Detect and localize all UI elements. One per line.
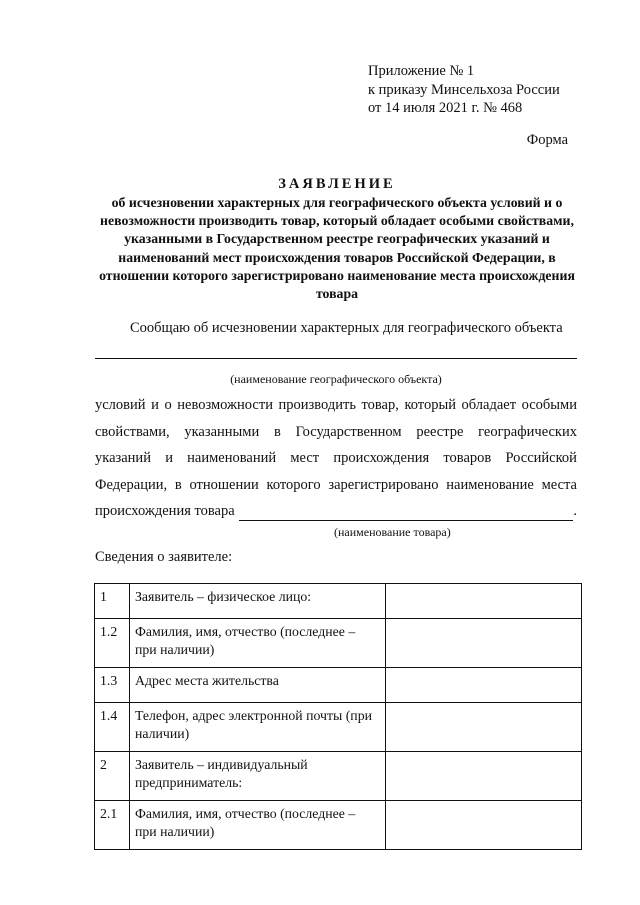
row-value-cell[interactable] <box>386 703 582 752</box>
body-word: товар, <box>361 397 399 413</box>
table-row <box>95 619 582 668</box>
body-word: происхождения <box>333 450 430 466</box>
body-word: условий <box>95 397 146 413</box>
row-number: 2.1 <box>95 801 130 850</box>
row-value-cell[interactable] <box>386 668 582 703</box>
body-word: географических <box>478 423 577 440</box>
appendix-number: Приложение № 1 <box>368 63 475 79</box>
body-paragraph <box>95 392 577 525</box>
row-label: Фамилия, имя, отчество (последнее – при наличии) <box>130 619 386 668</box>
appendix-header <box>368 62 560 118</box>
body-word: обладает <box>461 397 517 413</box>
body-word: указанными <box>184 423 260 440</box>
body-word: Федерации, <box>95 476 168 493</box>
body-word: наименований <box>187 450 277 466</box>
body-word: о <box>164 397 172 413</box>
intro-text: Сообщаю об исчезновении характерных для географического объекта <box>130 320 563 336</box>
row-label: Заявитель – физическое лицо: <box>130 584 386 619</box>
applicant-table <box>94 583 582 850</box>
body-word: Российской <box>505 450 577 466</box>
body-word: которого <box>266 476 321 493</box>
geo-object-caption: (наименование географического объекта) <box>230 372 442 386</box>
table-row <box>95 801 582 850</box>
body-word: особыми <box>521 397 577 413</box>
body-word: в <box>174 476 182 493</box>
row-label: Адрес места жительства <box>130 668 386 703</box>
table-row <box>95 752 582 801</box>
row-number: 1.4 <box>95 703 130 752</box>
body-word: отношении <box>189 476 259 493</box>
table-row <box>95 703 582 752</box>
goods-name-fill-line <box>239 504 574 521</box>
body-word: в <box>273 423 281 440</box>
body-line-1 <box>95 392 577 419</box>
row-value-cell[interactable] <box>386 584 582 619</box>
appendix-date: от 14 июля 2021 г. № 468 <box>368 100 523 116</box>
goods-name-caption: (наименование товара) <box>334 525 451 539</box>
body-word: производить <box>278 397 356 413</box>
body-word: и <box>165 450 173 466</box>
body-word: невозможности <box>177 397 273 413</box>
table-row <box>95 584 582 619</box>
geo-object-fill-line <box>95 358 577 359</box>
appendix-order: к приказу Минсельхоза России <box>368 81 560 98</box>
body-word: наименование <box>446 476 534 493</box>
body-word: реестре <box>416 423 464 440</box>
document-subtitle: об исчезновении характерных для географического объекта условий и о невозможности производить товар, который обладает особыми свойствами, указанными в Государственном реестре географических указаний и наименований мест происхождения товаров Российской Федерации, в отношении которого зарегистрировано наименование места происхождения товара <box>99 195 575 302</box>
body-end-period: . <box>573 503 577 519</box>
body-line-3 <box>95 445 577 472</box>
body-last-text: происхождения товара <box>95 503 235 519</box>
body-line-5 <box>95 498 577 525</box>
row-number: 1.3 <box>95 668 130 703</box>
row-number: 1 <box>95 584 130 619</box>
body-line-2 <box>95 419 577 446</box>
row-value-cell[interactable] <box>386 801 582 850</box>
applicant-heading: Сведения о заявителе: <box>95 549 233 565</box>
body-word: товаров <box>443 450 492 466</box>
body-word: зарегистрировано <box>328 476 439 493</box>
body-word: и <box>151 397 159 413</box>
body-word: мест <box>290 450 320 466</box>
body-word: Государственном <box>295 423 402 440</box>
body-line-4 <box>95 472 577 499</box>
body-word: свойствами, <box>95 423 170 440</box>
table-row <box>95 668 582 703</box>
row-label: Заявитель – индивидуальный предприниматель: <box>130 752 386 801</box>
body-word: который <box>404 397 456 413</box>
row-label: Телефон, адрес электронной почты (при наличии) <box>130 703 386 752</box>
document-title: ЗАЯВЛЕНИЕ <box>278 176 396 192</box>
body-word: указаний <box>95 450 151 466</box>
body-word: места <box>541 476 577 493</box>
form-label: Форма <box>526 132 568 148</box>
row-number: 2 <box>95 752 130 801</box>
row-number: 1.2 <box>95 619 130 668</box>
row-label: Фамилия, имя, отчество (последнее – при наличии) <box>130 801 386 850</box>
row-value-cell[interactable] <box>386 752 582 801</box>
row-value-cell[interactable] <box>386 619 582 668</box>
